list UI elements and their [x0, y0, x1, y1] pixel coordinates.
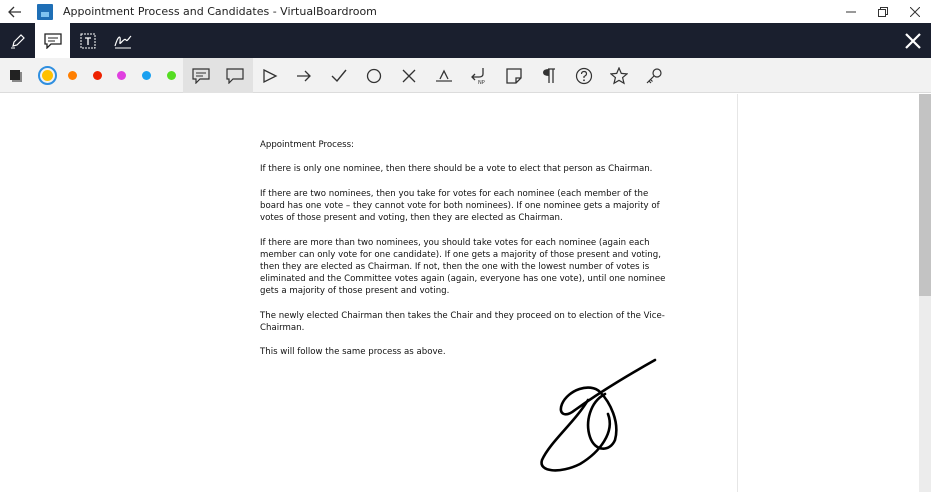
circle-tool-button[interactable]	[360, 58, 388, 93]
fill-style-button[interactable]	[5, 58, 27, 93]
circle-icon	[366, 68, 382, 84]
arrow-tool-button[interactable]	[290, 58, 318, 93]
svg-text:NP: NP	[478, 79, 485, 85]
color-swatch-red[interactable]	[86, 58, 108, 93]
restore-button[interactable]	[867, 0, 899, 23]
arrow-right-icon	[296, 69, 312, 83]
color-swatch-selected[interactable]	[35, 58, 59, 93]
document-paragraph: The newly elected Chairman then takes the Chair and they proceed on to election of the Vice-Chairman.	[260, 310, 665, 333]
side-panel	[737, 94, 919, 492]
checkmark-icon	[331, 69, 347, 83]
text-box-tool-button[interactable]	[70, 23, 105, 58]
close-icon	[910, 7, 920, 17]
app-logo-icon	[37, 4, 53, 20]
comment-bubble-tool-button[interactable]	[220, 58, 250, 93]
color-swatch-green[interactable]	[160, 58, 182, 93]
insert-text-tool-button[interactable]	[430, 58, 458, 93]
checkmark-tool-button[interactable]	[325, 58, 353, 93]
exit-annotation-button[interactable]	[895, 23, 931, 58]
title-bar	[0, 0, 931, 23]
signature-tool-button[interactable]	[105, 23, 140, 58]
comment-tool-button[interactable]	[35, 23, 70, 58]
arrow-left-icon	[8, 6, 22, 18]
document-paragraph: If there are two nominees, then you take for votes for each nominee (each member of the board has one vote – they cannot vote for both nominees). If one nominee gets a majority of votes of those present and voting, then they are elected as Chairman.	[260, 188, 660, 224]
comment-icon	[44, 33, 62, 49]
x-mark-icon	[402, 69, 416, 83]
close-icon	[905, 33, 921, 49]
document-paragraph: If there are more than two nominees, you should take votes for each nominee (again each member can only vote for one candidate). If one gets a majority of those present and voting, then they are elected as Chairman. If not, then the one with the lowest number of votes is eliminated and the Committee votes again (again, everyone has one vote), until one nominee gets a majority of those present and voting.	[260, 237, 666, 297]
color-swatch-magenta[interactable]	[110, 58, 132, 93]
help-tool-button[interactable]	[570, 58, 598, 93]
insert-text-icon	[435, 68, 453, 84]
key-icon	[645, 67, 663, 85]
document-paragraph: If there is only one nominee, then there should be a vote to elect that person as Chairman.	[260, 164, 653, 175]
sticky-note-icon	[506, 68, 522, 84]
star-tool-button[interactable]	[605, 58, 633, 93]
sticky-note-tool-button[interactable]	[500, 58, 528, 93]
new-paragraph-icon	[469, 67, 489, 85]
new-paragraph-tool-button[interactable]	[465, 58, 493, 93]
paragraph-tool-button[interactable]	[535, 58, 563, 93]
document-paragraph: This will follow the same process as above.	[260, 347, 446, 358]
signature-icon	[113, 32, 133, 50]
note-icon	[192, 68, 210, 84]
restore-icon	[878, 7, 888, 17]
color-swatch-blue[interactable]	[135, 58, 157, 93]
window-title: Appointment Process and Candidates - VirtualBoardroom	[63, 5, 377, 18]
x-mark-tool-button[interactable]	[395, 58, 423, 93]
triangle-tool-button[interactable]	[256, 58, 284, 93]
paragraph-icon	[542, 68, 556, 84]
note-tool-button[interactable]	[186, 58, 216, 93]
scrollbar-thumb[interactable]	[919, 94, 931, 296]
fill-style-icon	[9, 69, 23, 83]
close-window-button[interactable]	[899, 0, 931, 23]
pen-icon	[10, 33, 26, 49]
minimize-icon	[846, 7, 856, 17]
handwritten-signature[interactable]	[530, 352, 670, 482]
back-button[interactable]	[0, 0, 30, 23]
triangle-icon	[262, 68, 278, 84]
document-text	[260, 139, 670, 371]
star-icon	[610, 67, 628, 85]
comment-bubble-icon	[226, 68, 244, 84]
annotation-mode-bar	[0, 23, 931, 58]
document-heading: Appointment Process:	[260, 140, 354, 150]
color-swatch-orange[interactable]	[61, 58, 83, 93]
text-box-icon	[79, 32, 97, 50]
annotation-toolbar	[0, 58, 931, 93]
pen-tool-button[interactable]	[0, 23, 35, 58]
minimize-button[interactable]	[835, 0, 867, 23]
key-tool-button[interactable]	[640, 58, 668, 93]
question-icon	[575, 67, 593, 85]
